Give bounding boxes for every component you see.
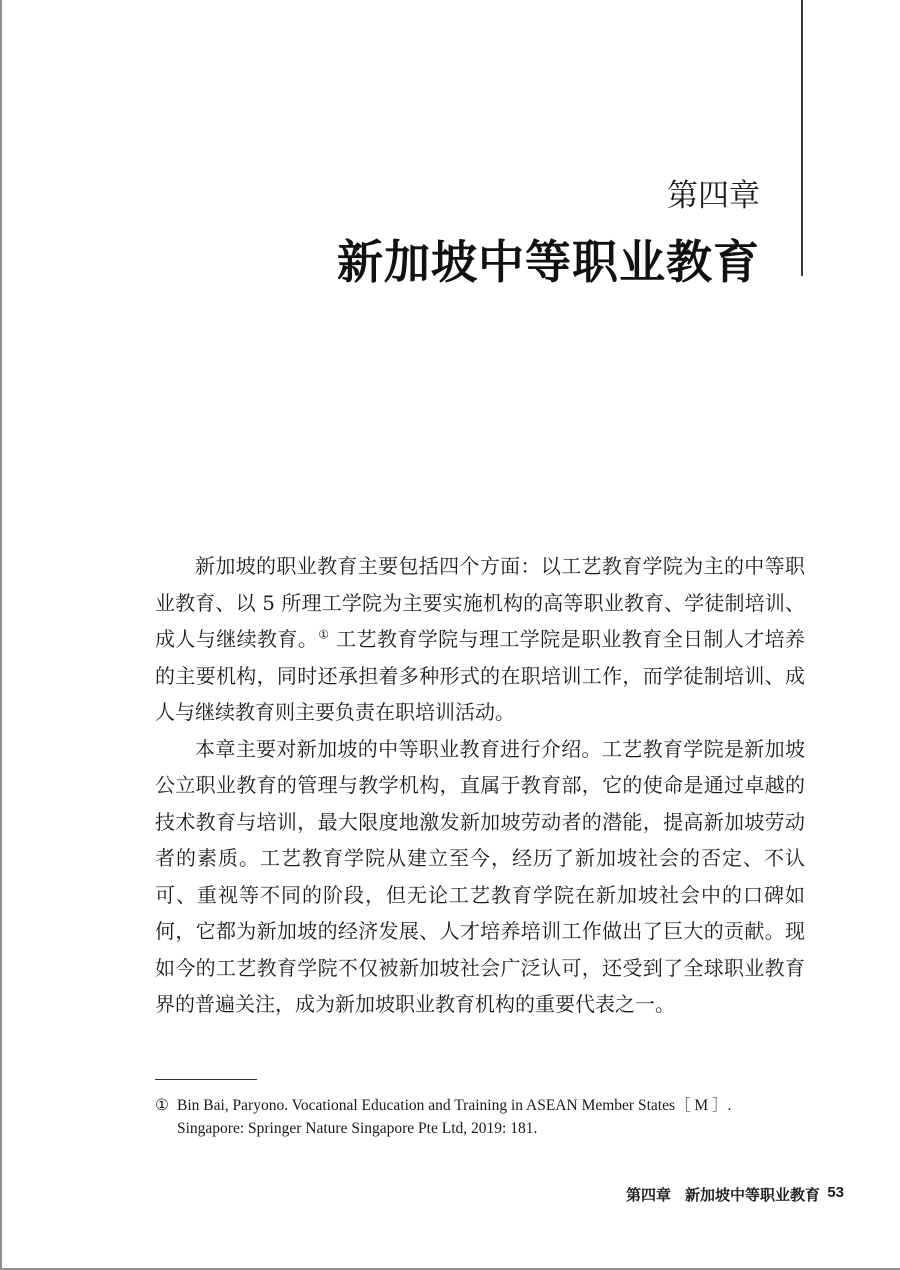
footnote-reference[interactable]: ① bbox=[318, 627, 330, 642]
footnote-divider bbox=[155, 1079, 257, 1080]
paragraph-1-text-a: 新加坡的职业教育主要包括四个方面：以工艺教育学院为主的中等职业教育、以 5 所理工学院为主要实施机构的高等职业教育、学徒制培训、成人与继续教育。 bbox=[155, 554, 805, 651]
footnote-line-1 bbox=[155, 1094, 805, 1117]
footer-chapter-label: 第四章 bbox=[625, 1186, 671, 1204]
paragraph-1 bbox=[155, 548, 805, 731]
chapter-title: 新加坡中等职业教育 bbox=[337, 235, 760, 289]
page-number: 53 bbox=[827, 1184, 844, 1201]
body-text bbox=[155, 548, 805, 1023]
paragraph-2: 本章主要对新加坡的中等职业教育进行介绍。工艺教育学院是新加坡公立职业教育的管理与教学机构，直属于教育部，它的使命是通过卓越的技术教育与培训，最大限度地激发新加坡劳动者的潜能，提高新加坡劳动者的素质。工艺教育学院从建立至今，经历了新加坡社会的否定、不认可、重视等不同的阶段，但无论工艺教育学院在新加坡社会中的口碑如何，它都为新加坡的经济发展、人才培养培训工作做出了巨大的贡献。现如今的工艺教育学院不仅被新加坡社会广泛认可，还受到了全球职业教育界的普遍关注，成为新加坡职业教育机构的重要代表之一。 bbox=[155, 736, 805, 1016]
footnote-citation-line-2: Singapore: Springer Nature Singapore Pte Ltd, 2019: 181. bbox=[177, 1120, 538, 1137]
paragraph-1-text-b: 工艺教育学院与理工学院是职业教育全日制人才培养的主要机构，同时还承担着多种形式的在职培训工作，而学徒制培训、成人与继续教育则主要负责在职培训活动。 bbox=[155, 627, 806, 724]
title-vertical-rule bbox=[801, 0, 803, 276]
footnote-marker: ① bbox=[155, 1097, 169, 1114]
footnote bbox=[155, 1094, 805, 1140]
running-footer bbox=[626, 1184, 820, 1205]
footer-chapter-title: 新加坡中等职业教育 bbox=[684, 1186, 820, 1204]
footnote-citation-line-1: Bin Bai, Paryono. Vocational Education and Training in ASEAN Member States［ M ］. bbox=[177, 1097, 732, 1114]
chapter-number: 第四章 bbox=[667, 178, 760, 214]
